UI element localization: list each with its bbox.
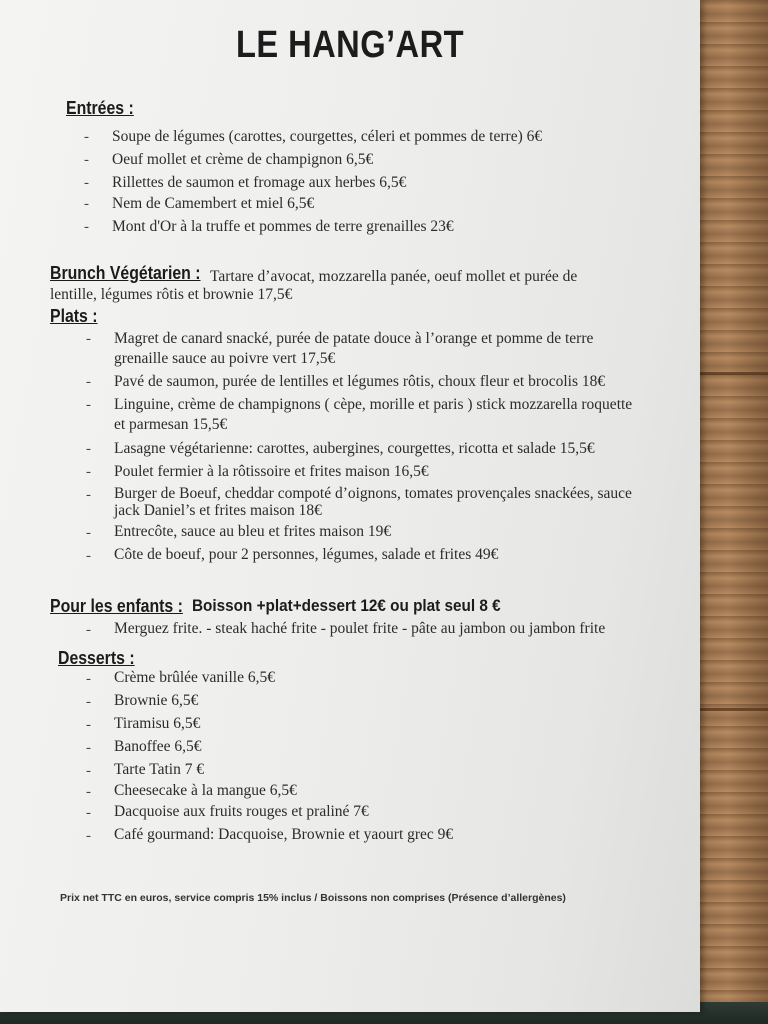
- heading-desserts: Desserts :: [58, 648, 135, 668]
- dessert-item: Tiramisu 6,5€: [114, 715, 201, 732]
- dessert-item: Crème brûlée vanille 6,5€: [114, 669, 275, 686]
- plat-item: Poulet fermier à la rôtissoire et frites maison 16,5€: [114, 463, 429, 480]
- bullet-dash: -: [86, 374, 91, 390]
- bullet-dash: -: [86, 441, 91, 457]
- plat-item: Magret de canard snacké, purée de patate douce à l’orange et pomme de terre: [114, 330, 594, 347]
- plat-item: jack Daniel’s et frites maison 18€: [114, 502, 322, 519]
- wood-seam: [688, 372, 768, 375]
- entree-item: Soupe de légumes (carottes, courgettes, céleri et pommes de terre) 6€: [112, 128, 543, 145]
- plat-item: Lasagne végétarienne: carottes, aubergines, courgettes, ricotta et salade 15,5€: [114, 440, 595, 457]
- dessert-item: Dacquoise aux fruits rouges et praliné 7€: [114, 803, 369, 820]
- bullet-dash: -: [86, 828, 91, 844]
- price-footnote: Prix net TTC en euros, service compris 15% inclus / Boissons non comprises (Présence d’allergènes): [60, 892, 566, 904]
- bullet-dash: -: [84, 129, 89, 145]
- plat-item: et parmesan 15,5€: [114, 416, 228, 433]
- dessert-item: Tarte Tatin 7 €: [114, 761, 205, 778]
- kids-offer: Boisson +plat+dessert 12€ ou plat seul 8 €: [192, 596, 501, 615]
- entree-item: Mont d'Or à la truffe et pommes de terre grenailles 23€: [112, 218, 454, 235]
- wood-seam: [688, 708, 768, 711]
- wood-background: [688, 0, 768, 1024]
- heading-kids: Pour les enfants :: [50, 596, 183, 616]
- bullet-dash: -: [86, 548, 91, 564]
- brunch-description: Tartare d’avocat, mozzarella panée, oeuf mollet et purée de: [210, 268, 578, 285]
- bullet-dash: -: [86, 805, 91, 821]
- dessert-item: Brownie 6,5€: [114, 692, 199, 709]
- bullet-dash: -: [86, 717, 91, 733]
- plat-item: Burger de Boeuf, cheddar compoté d’oignons, tomates provençales snackées, sauce: [114, 485, 632, 502]
- bullet-dash: -: [84, 175, 89, 191]
- heading-brunch: Brunch Végétarien :: [50, 263, 201, 283]
- bullet-dash: -: [86, 397, 91, 413]
- bullet-dash: -: [86, 331, 91, 347]
- bullet-dash: -: [86, 671, 91, 687]
- plat-item: Linguine, crème de champignons ( cèpe, morille et paris ) stick mozzarella roquette: [114, 396, 633, 413]
- bullet-dash: -: [84, 196, 89, 212]
- bullet-dash: -: [86, 694, 91, 710]
- plat-item: Pavé de saumon, purée de lentilles et légumes rôtis, choux fleur et brocolis 18€: [114, 373, 606, 390]
- dessert-item: Cheesecake à la mangue 6,5€: [114, 782, 297, 799]
- plat-item: Côte de boeuf, pour 2 personnes, légumes, salade et frites 49€: [114, 546, 499, 563]
- plat-item: grenaille sauce au poivre vert 17,5€: [114, 350, 336, 367]
- bullet-dash: -: [86, 464, 91, 480]
- dessert-item: Banoffee 6,5€: [114, 738, 202, 755]
- bullet-dash: -: [86, 525, 91, 541]
- bullet-dash: -: [84, 152, 89, 168]
- bullet-dash: -: [86, 763, 91, 779]
- bullet-dash: -: [84, 219, 89, 235]
- heading-plats: Plats :: [50, 306, 98, 326]
- bullet-dash: -: [86, 740, 91, 756]
- menu-title: LE HANG’ART: [235, 24, 465, 66]
- bullet-dash: -: [86, 622, 91, 638]
- bullet-dash: -: [86, 784, 91, 800]
- kids-item: Merguez frite. - steak haché frite - poulet frite - pâte au jambon ou jambon frite: [114, 620, 606, 637]
- entree-item: Rillettes de saumon et fromage aux herbes 6,5€: [112, 174, 407, 191]
- bullet-dash: -: [86, 487, 91, 503]
- entree-item: Nem de Camembert et miel 6,5€: [112, 195, 315, 212]
- dessert-item: Café gourmand: Dacquoise, Brownie et yaourt grec 9€: [114, 826, 454, 843]
- plat-item: Entrecôte, sauce au bleu et frites maison 19€: [114, 523, 392, 540]
- entree-item: Oeuf mollet et crème de champignon 6,5€: [112, 151, 374, 168]
- brunch-description: lentille, légumes rôtis et brownie 17,5€: [50, 286, 293, 303]
- heading-entrees: Entrées :: [66, 98, 134, 118]
